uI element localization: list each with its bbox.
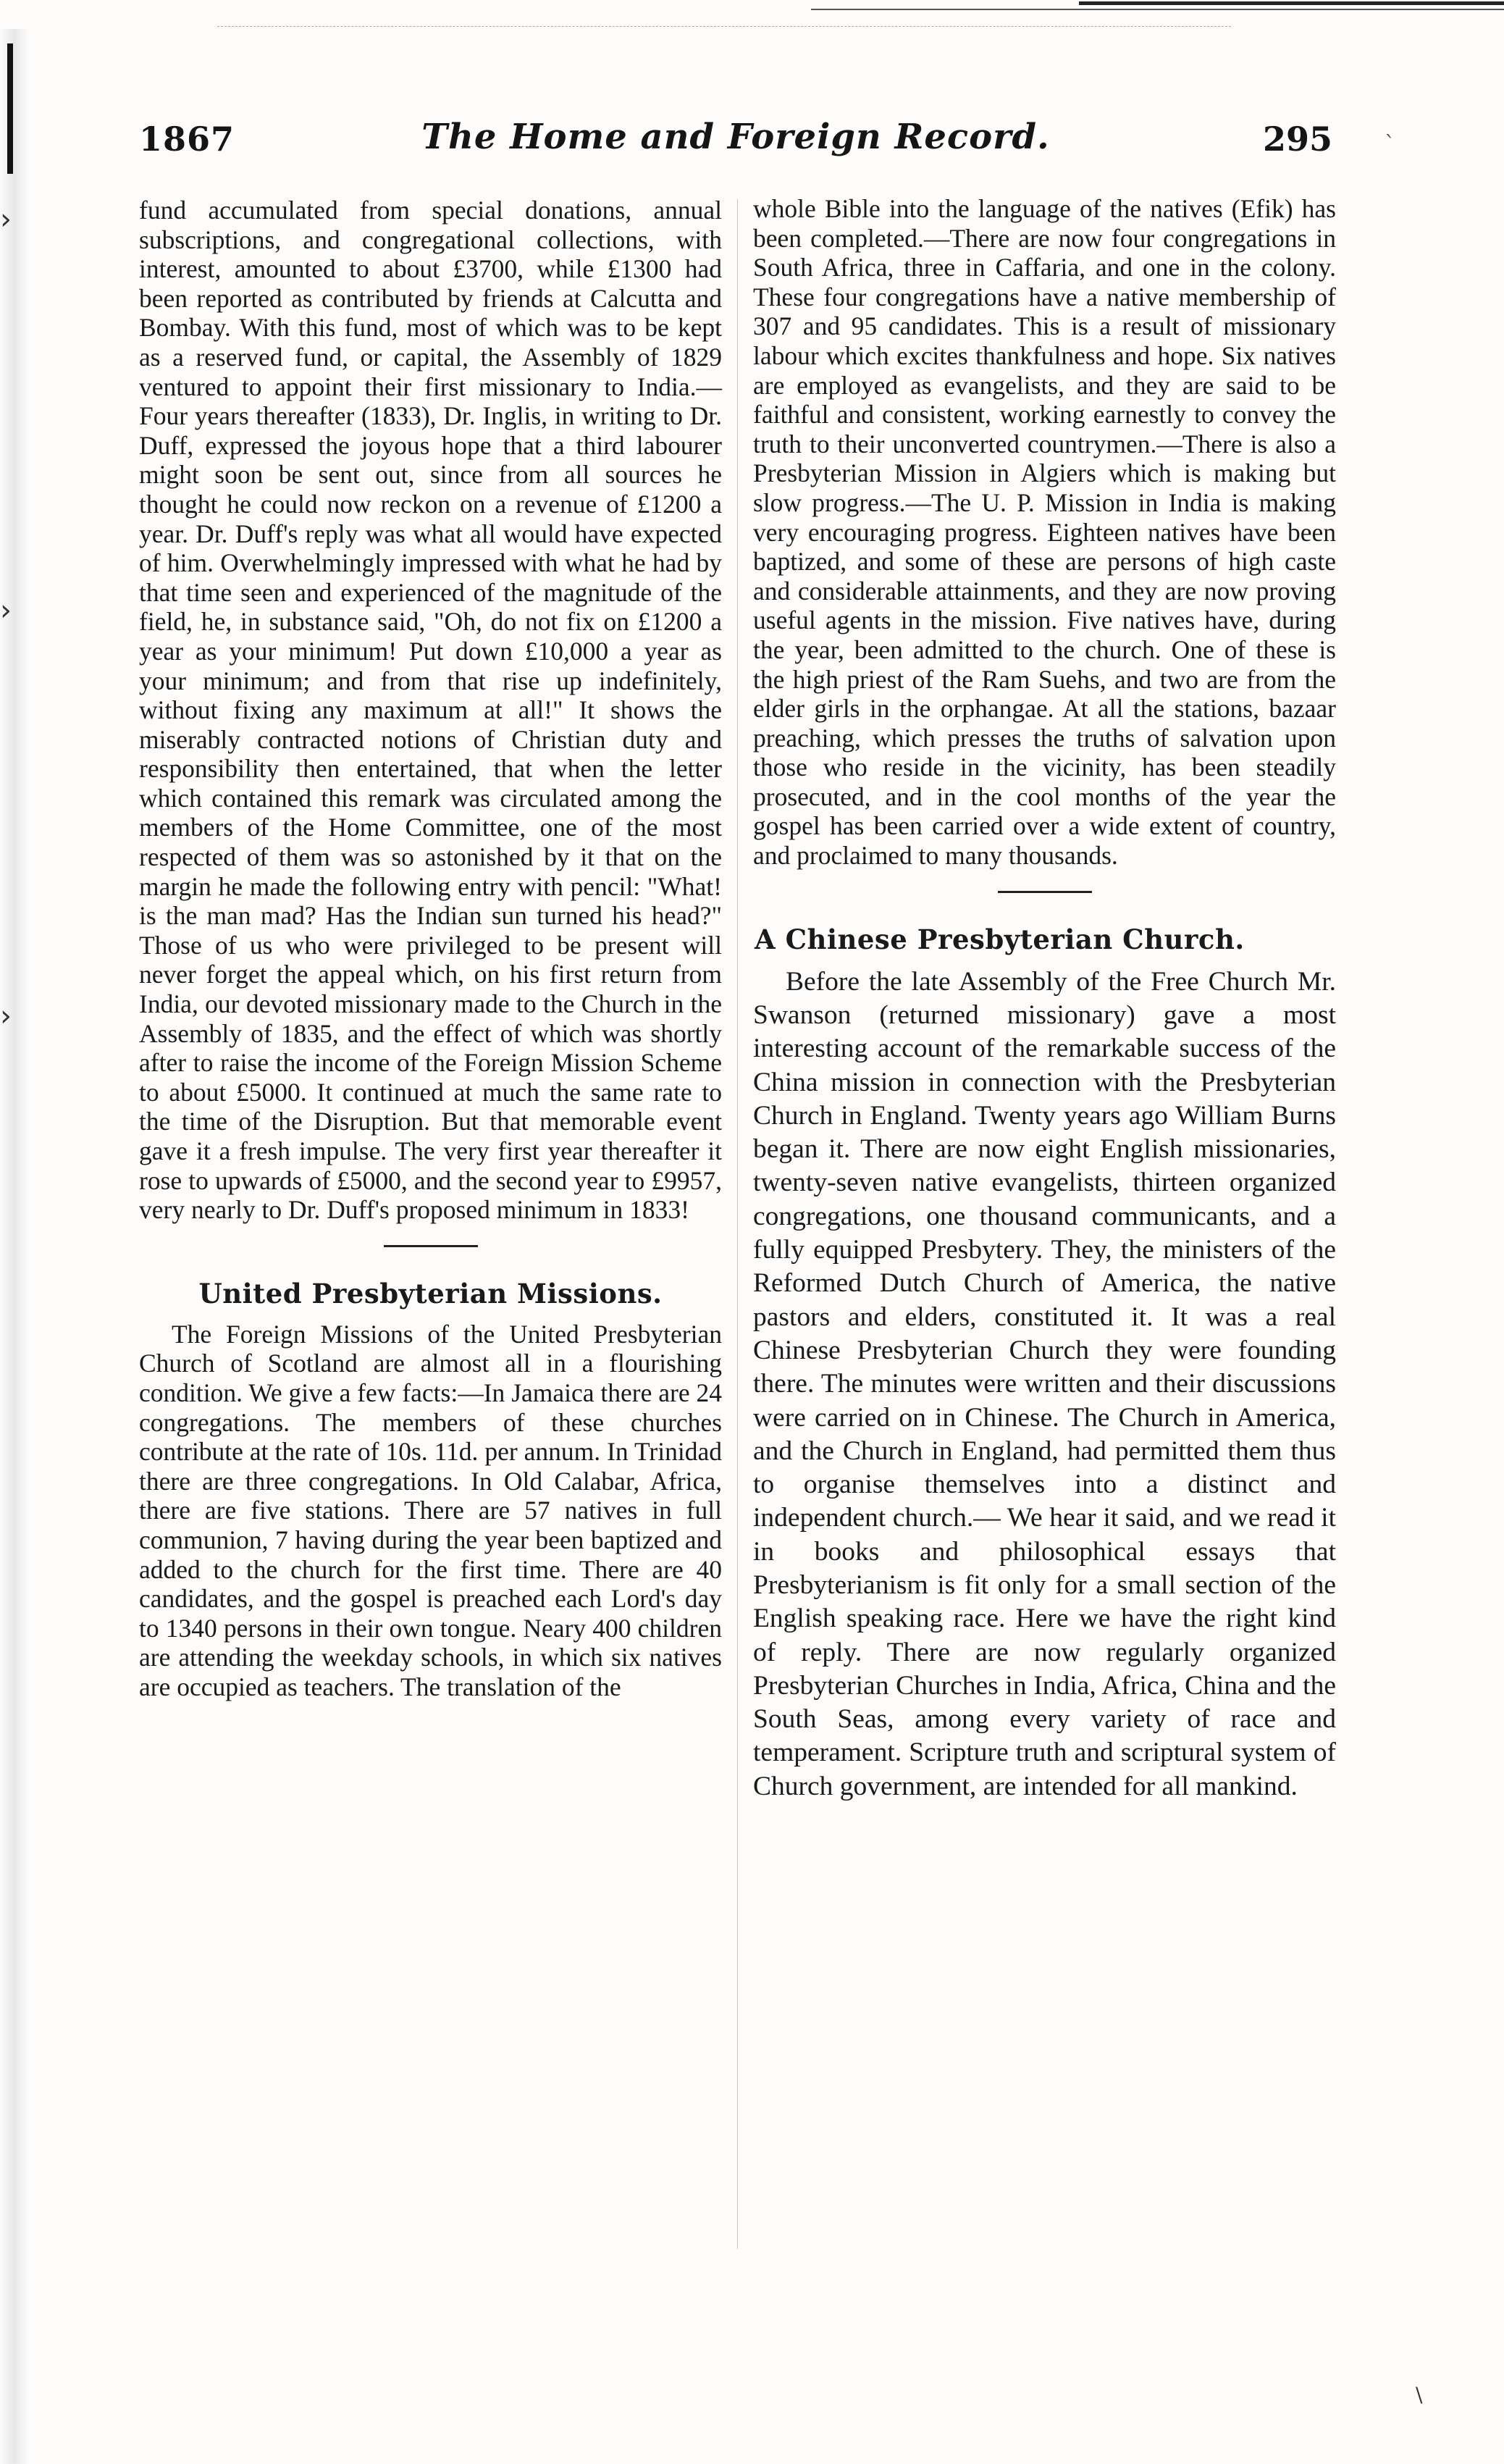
- binding-edge: [0, 29, 28, 2464]
- column-divider: [737, 199, 738, 2249]
- section-heading: A Chinese Presbyterian Church.: [755, 923, 1245, 955]
- top-rule: [1079, 1, 1504, 5]
- top-rule-thin: [811, 9, 1504, 10]
- body-paragraph: The Foreign Missions of the United Presbyterian Church of Scotland are almost all in a flourishing condition. We give a few facts:—In Jamaica there are 24 congregations. The members of these churches contribute at the rate of 10s. 11d. per annum. In Trinidad there are three congregations. In Old Calabar, Africa, there are five stations. There are 57 natives in full communion, 7 having during the year been baptized and added to the church for the first time. There are 40 candidates, and the gospel is preached each Lord's day to 1340 persons in their own tongue. Neary 400 children are attending the weekday schools, in which six natives are occupied as teachers. The translation of the: [139, 1319, 722, 1701]
- right-column: [753, 194, 1336, 1803]
- section-divider: [384, 1245, 478, 1247]
- margin-speck: ˋ: [1385, 132, 1395, 157]
- body-paragraph: Before the late Assembly of the Free Church Mr. Swanson (returned missionary) gave a most interesting account of the remarkable success of the China mission in connection with the Presbyterian Church in England. Twenty years ago William Burns began it. There are now eight English missionaries, twenty-seven native evangelists, thirteen organized congregations, one thousand communicants, and a fully equipped Presbytery. They, the ministers of the Reformed Dutch Church of America, the native pastors and elders, constituted it. It was a real Chinese Presbyterian Church they were founding there. The minutes were written and their discussions were carried on in Chinese. The Church in America, and the Church in England, had permitted them thus to organise themselves into a distinct and independent church.— We hear it said, and we read it in books and philosophical essays that Presbyterianism is fit only for a small section of the English speaking race. Here we have the right kind of reply. There are now regularly organized Presbyterian Churches in India, Africa, China and the South Seas, among every variety of race and temperament. Scripture truth and scriptural system of Church government, are intended for all mankind.: [753, 966, 1336, 1801]
- margin-speck: \: [1416, 2383, 1423, 2407]
- section-divider: [998, 891, 1092, 893]
- binding-mark: [7, 43, 13, 174]
- left-column: [139, 196, 722, 1702]
- journal-title: The Home and Foreign Record.: [421, 117, 1050, 157]
- running-header: [139, 117, 1332, 170]
- header-year: 1867: [139, 120, 235, 159]
- top-dashed-rule: [217, 26, 1231, 28]
- binding-notch-icon: ›: [0, 203, 12, 236]
- binding-notch-icon: ›: [0, 594, 12, 627]
- body-paragraph: whole Bible into the language of the natives (Efik) has been completed.—There are now four congregations in South Africa, three in Caffaria, and one in the colony. These four congregations have a native membership of 307 and 95 candidates. This is a result of missionary labour which excites thankfulness and hope. Six natives are employed as evangelists, and they are said to be faithful and consistent, working earnestly to convey the truth to their unconverted countrymen.—There is also a Presbyterian Mission in Algiers which is making but slow progress.—The U. P. Mission in India is making very encouraging progress. Eighteen natives have been baptized, and some of these are persons of high caste and considerable attainments, and they are now proving useful agents in the mission. Five natives have, during the year, been admitted to the church. One of these is the high priest of the Ram Suehs, and two are from the elder girls in the orphangae. At all the stations, bazaar preaching, which presses the truths of salvation upon those who reside in the vicinity, has been steadily prosecuted, and in the cool months of the year the gospel has been carried over a wide extent of country, and proclaimed to many thousands.: [753, 194, 1336, 871]
- section-heading: United Presbyterian Missions.: [198, 1277, 663, 1309]
- binding-notch-icon: ›: [0, 1000, 12, 1033]
- body-paragraph: fund accumulated from special donations, annual subscriptions, and congregational collections, with interest, amounted to about £3700, while £1300 had been reported as contributed by friends at Calcutta and Bombay. With this fund, most of which was to be kept as a reserved fund, or capital, the Assembly of 1829 ventured to appoint their first missionary to India.— Four years thereafter (1833), Dr. Inglis, in writing to Dr. Duff, expressed the joyous hope that a third labourer might soon be sent out, since from all sources he thought he could now reckon on a revenue of £1200 a year. Dr. Duff's reply was what all would have expected of him. Overwhelmingly impressed with what he had by that time seen and experienced of the magnitude of the field, he, in substance said, "Oh, do not fix on £1200 a year as your minimum! Put down £10,000 a year as your minimum; and from that rise up indefinitely, without fixing any maximum at all!" It shows the miserably contracted notions of Christian duty and responsibility then entertained, that when the letter which contained this remark was circulated among the members of the Home Committee, one of the most respected of them was so astonished by it that on the margin he made the following entry with pencil: "What! is the man mad? Has the Indian sun turned his head?" Those of us who were privileged to be present will never forget the appeal which, on his first return from India, our devoted missionary made to the Church in the Assembly of 1835, and the effect of which was shortly after to raise the income of the Foreign Mission Scheme to about £5000. It continued at much the same rate to the time of the Disruption. But that memorable event gave it a fresh impulse. The very first year thereafter it rose to upwards of £5000, and the second year to £9957, very nearly to Dr. Duff's proposed minimum in 1833!: [139, 196, 722, 1225]
- page-number: 295: [1262, 120, 1332, 159]
